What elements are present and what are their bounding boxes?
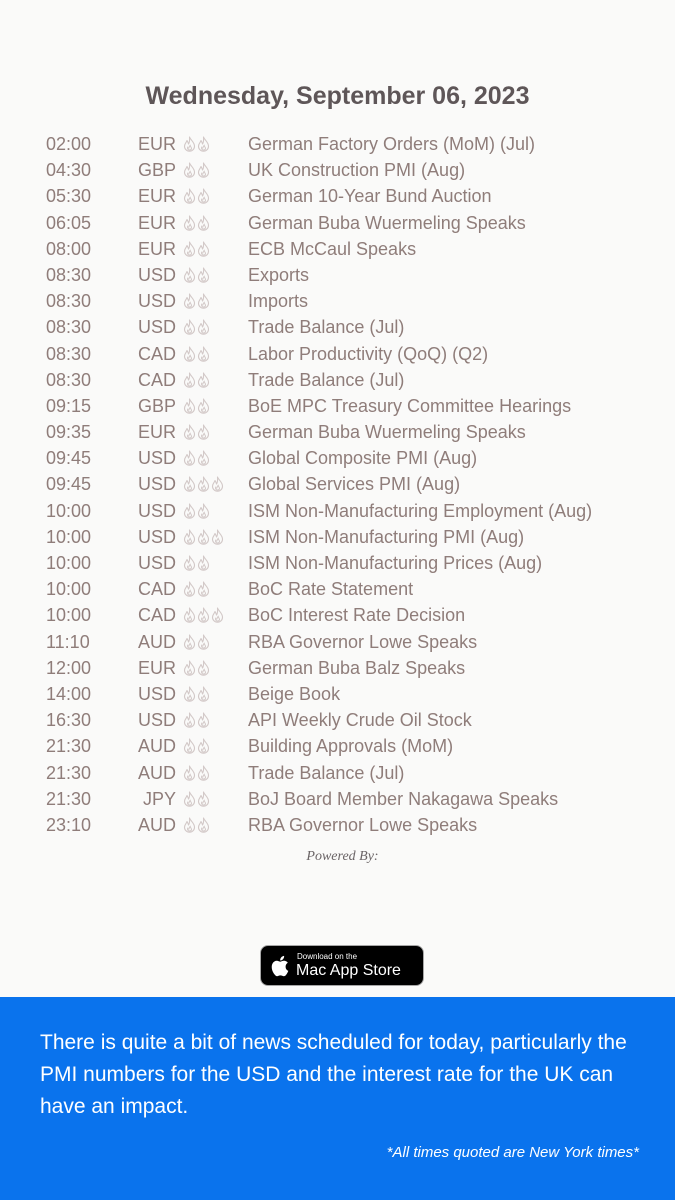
event-name: BoC Interest Rate Decision [248, 605, 466, 626]
event-time: 21:30 [46, 736, 92, 757]
event-name: API Weekly Crude Oil Stock [248, 710, 472, 731]
event-time: 10:00 [46, 579, 92, 600]
event-time: 08:00 [46, 238, 92, 259]
event-name: ECB McCaul Speaks [248, 238, 417, 259]
event-name: Building Approvals (MoM) [248, 736, 454, 757]
app-store-small-text: Download on the [297, 952, 358, 961]
event-time: 12:00 [46, 657, 92, 678]
event-row [0, 733, 675, 759]
event-name: Global Services PMI (Aug) [248, 474, 461, 495]
event-currency: EUR [137, 238, 176, 259]
event-row [0, 210, 675, 236]
event-time: 09:35 [46, 422, 92, 443]
event-currency: USD [137, 526, 176, 547]
event-time: 23:10 [46, 814, 92, 835]
event-row [0, 786, 675, 812]
event-time: 10:00 [46, 553, 92, 573]
event-name: German Buba Wuermeling Speaks [248, 422, 526, 443]
event-row [0, 262, 675, 288]
event-time: 10:00 [46, 500, 92, 521]
event-currency: USD [137, 448, 176, 469]
event-time: 09:45 [46, 474, 92, 495]
event-currency: EUR [137, 212, 176, 233]
event-time: 05:30 [46, 186, 92, 207]
event-name: Labor Productivity (QoQ) (Q2) [248, 343, 489, 364]
footer-banner [0, 997, 675, 1200]
event-time: 14:00 [46, 683, 92, 704]
event-row [0, 367, 675, 393]
event-row [0, 183, 675, 209]
page-title: Wednesday, September 06, 2023 [145, 82, 530, 110]
event-row [0, 419, 675, 445]
event-row [0, 550, 675, 576]
event-name: ISM Non-Manufacturing Employment (Aug) [248, 500, 593, 521]
event-time: 08:30 [46, 343, 92, 364]
event-row [0, 760, 675, 786]
event-currency: USD [137, 317, 176, 338]
event-name: Imports [248, 291, 309, 312]
event-currency: AUD [137, 736, 176, 757]
event-name: Trade Balance (Jul) [248, 369, 405, 390]
event-name: German 10-Year Bund Auction [248, 186, 492, 207]
apple-icon [270, 955, 289, 982]
event-name: RBA Governor Lowe Speaks [248, 814, 478, 835]
event-currency: JPY [142, 788, 176, 809]
event-currency: USD [137, 683, 176, 704]
event-time: 08:30 [46, 317, 92, 338]
event-time: 10:00 [46, 526, 92, 547]
event-name: BoJ Board Member Nakagawa Speaks [248, 788, 559, 809]
event-currency: USD [137, 474, 176, 495]
event-row [0, 445, 675, 471]
event-row [0, 707, 675, 733]
mac-app-store-badge[interactable] [260, 945, 424, 986]
event-row [0, 131, 675, 157]
event-row [0, 157, 675, 183]
event-name: Trade Balance (Jul) [248, 762, 405, 783]
powered-by-label: Powered By: [306, 849, 379, 864]
event-row [0, 341, 675, 367]
event-name: BoC Rate Statement [248, 579, 414, 600]
event-name: ISM Non-Manufacturing PMI (Aug) [248, 526, 525, 547]
event-time: 06:05 [46, 212, 92, 233]
event-currency: EUR [137, 422, 176, 443]
event-currency: AUD [137, 762, 176, 783]
event-name: UK Construction PMI (Aug) [248, 160, 466, 181]
event-time: 10:00 [46, 605, 92, 626]
event-time: 09:45 [46, 448, 92, 469]
event-currency: EUR [137, 134, 176, 154]
event-name: Beige Book [248, 683, 341, 704]
event-currency: AUD [137, 814, 176, 835]
event-row [0, 236, 675, 262]
event-currency: CAD [137, 343, 176, 364]
event-row [0, 629, 675, 655]
event-time: 08:30 [46, 369, 92, 390]
event-currency: USD [137, 553, 176, 573]
event-row [0, 655, 675, 681]
event-row [0, 288, 675, 314]
event-currency: GBP [137, 160, 176, 181]
event-name: German Buba Wuermeling Speaks [248, 212, 526, 233]
event-row [0, 393, 675, 419]
event-currency: GBP [137, 395, 176, 416]
event-currency: EUR [137, 657, 176, 678]
footer-note: *All times quoted are New York times* [386, 1144, 639, 1161]
event-name: ISM Non-Manufacturing Prices (Aug) [248, 553, 543, 573]
event-currency: CAD [137, 369, 176, 390]
event-name: Trade Balance (Jul) [248, 317, 405, 338]
event-currency: EUR [137, 186, 176, 207]
event-name: RBA Governor Lowe Speaks [248, 631, 478, 652]
footer-message: There is quite a bit of news scheduled for today, particularly the PMI numbers for the USD and the interest rate for the UK can have an impact. [40, 1031, 627, 1118]
event-time: 16:30 [46, 710, 92, 731]
event-row [0, 314, 675, 340]
event-row [0, 812, 675, 838]
event-currency: USD [137, 710, 176, 731]
event-name: BoE MPC Treasury Committee Hearings [248, 395, 572, 416]
event-currency: AUD [137, 631, 176, 652]
event-row [0, 602, 675, 628]
event-name: Global Composite PMI (Aug) [248, 448, 478, 469]
event-row [0, 681, 675, 707]
app-store-big-text: Mac App Store [296, 962, 401, 979]
event-name: German Factory Orders (MoM) (Jul) [248, 134, 536, 154]
event-currency: CAD [137, 579, 176, 600]
event-time: 04:30 [46, 160, 92, 181]
event-currency: USD [137, 291, 176, 312]
event-row [0, 576, 675, 602]
event-time: 08:30 [46, 264, 92, 285]
event-row [0, 524, 675, 550]
event-currency: CAD [137, 605, 176, 626]
event-time: 08:30 [46, 291, 92, 312]
event-time: 02:00 [46, 134, 92, 154]
event-row [0, 498, 675, 524]
events-list [0, 131, 675, 838]
event-time: 11:10 [46, 631, 90, 652]
event-time: 09:15 [46, 395, 92, 416]
event-currency: USD [137, 264, 176, 285]
event-time: 21:30 [46, 788, 92, 809]
event-row [0, 471, 675, 497]
event-time: 21:30 [46, 762, 92, 783]
event-name: Exports [248, 264, 310, 285]
event-name: German Buba Balz Speaks [248, 657, 466, 678]
event-currency: USD [137, 500, 176, 521]
